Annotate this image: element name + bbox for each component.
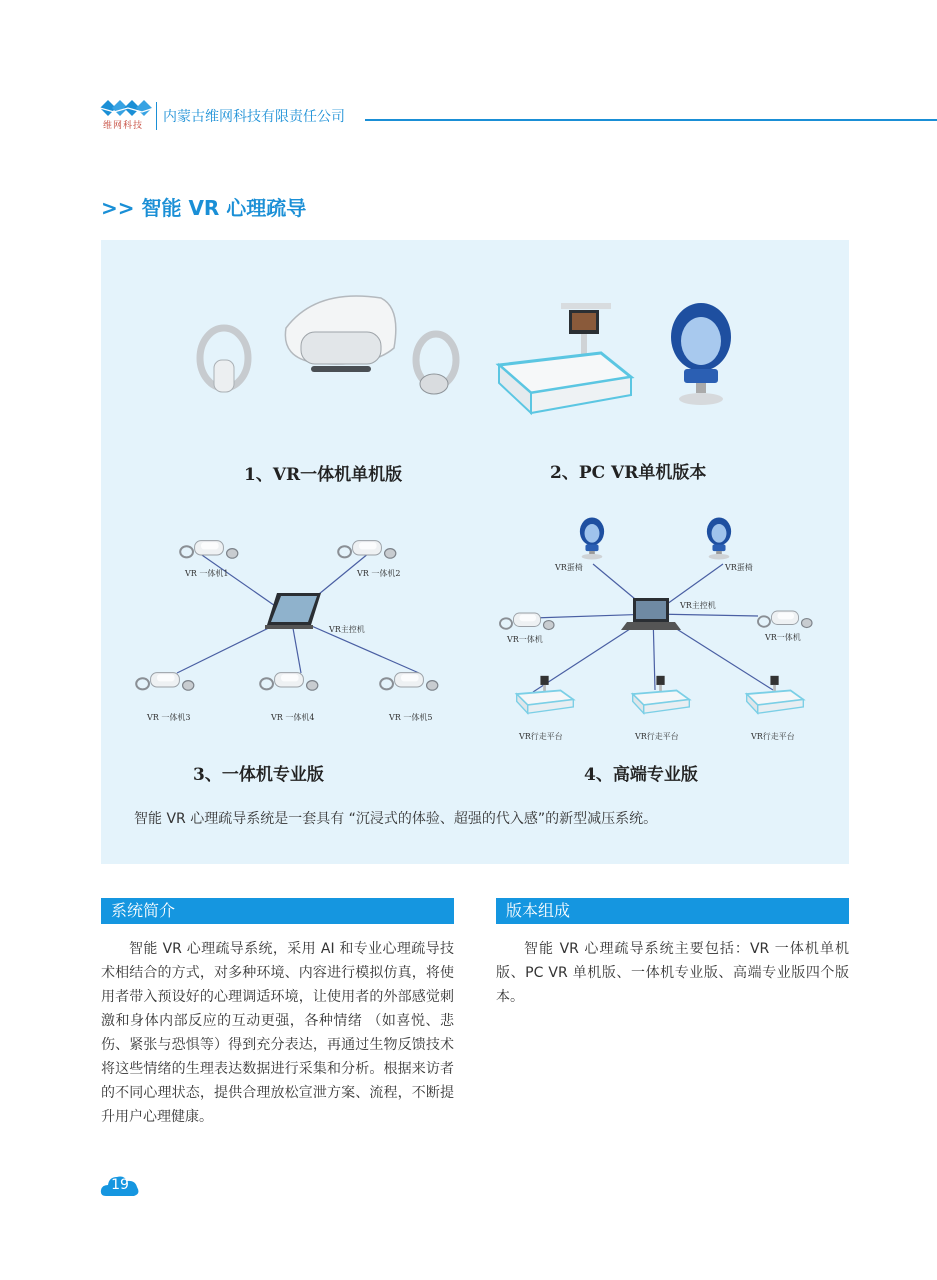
headset-icon [260,673,318,691]
company-name: 内蒙古维网科技有限责任公司 [163,109,345,125]
versions-body: 智能 VR 心理疏导系统主要包括：VR 一体机单机版、PC VR 单机版、一体机专业版、高端专业版四个版本。 [496,941,849,1005]
page-number [100,1172,140,1198]
headset-icon [500,613,554,630]
node-label: VR行走平台 [751,732,795,741]
header-divider [156,102,157,130]
header-rule [365,119,937,121]
page-header [100,98,937,134]
vr-headset-image [196,288,466,408]
hub-label: VR主控机 [680,601,716,610]
logo-mark-icon [100,98,156,118]
node-label: VR一体机 [507,635,543,644]
node-label: VR行走平台 [635,732,679,741]
page-number-text: 19 [111,1177,129,1193]
logo-text: 维网科技 [103,121,144,131]
egg-chair-icon [707,517,731,559]
node-label: VR蛋椅 [555,563,583,572]
headset-icon [380,673,438,691]
node-label: VR 一体机1 [185,569,229,578]
pc-vr-equipment-image [491,295,751,420]
caption-3: 3、一体机专业版 [193,765,324,785]
versions-heading: 版本组成 [496,898,849,924]
caption-2: 2、PC VR单机版本 [550,463,707,483]
caption-1: 1、VR一体机单机版 [244,465,403,485]
node-label: VR 一体机4 [271,713,315,722]
node-label: VR蛋椅 [725,563,753,572]
node-label: VR 一体机5 [389,713,433,722]
headset-icon [136,673,194,691]
egg-chair-icon [580,517,604,559]
headset-icon [338,541,396,559]
node-label: VR行走平台 [519,732,563,741]
node-label: VR一体机 [765,633,801,642]
headset-icon [758,611,812,628]
caption-4: 4、高端专业版 [584,765,698,785]
company-logo [100,98,156,134]
walking-platform-icon [517,676,574,713]
section-title: >> 智能 VR 心理疏导 [101,196,307,220]
diagram-standalone-pro [129,525,449,725]
diagram-high-end-pro [493,514,818,746]
node-label: VR 一体机3 [147,713,191,722]
figure-tagline: 智能 VR 心理疏导系统是一套具有 “沉浸式的体验、超强的代入感”的新型减压系统。 [134,811,658,827]
hub-label: VR主控机 [329,625,365,634]
walking-platform-icon [633,676,690,713]
headset-icon [180,541,238,559]
intro-heading: 系统简介 [101,898,454,924]
walking-platform-icon [747,676,804,713]
figure-panel [101,240,849,864]
intro-body: 智能 VR 心理疏导系统，采用 AI 和专业心理疏导技术相结合的方式，对多种环境、内容进行模拟仿真，将使用者带入预设好的心理调适环境，让使用者的外部感觉刺激和身体内部反应的互动更强，各种情绪 （如喜悦、悲伤、紧张与恐惧等）得到充分表达，再通过生物反馈技术将这些情绪的生理表达数据进行采集和分析。根据来访者的不同心理状态，提供合理放松宣泄方案、流程，不断提升用户心理健康。 [101,941,454,1125]
node-label: VR 一体机2 [357,569,401,578]
